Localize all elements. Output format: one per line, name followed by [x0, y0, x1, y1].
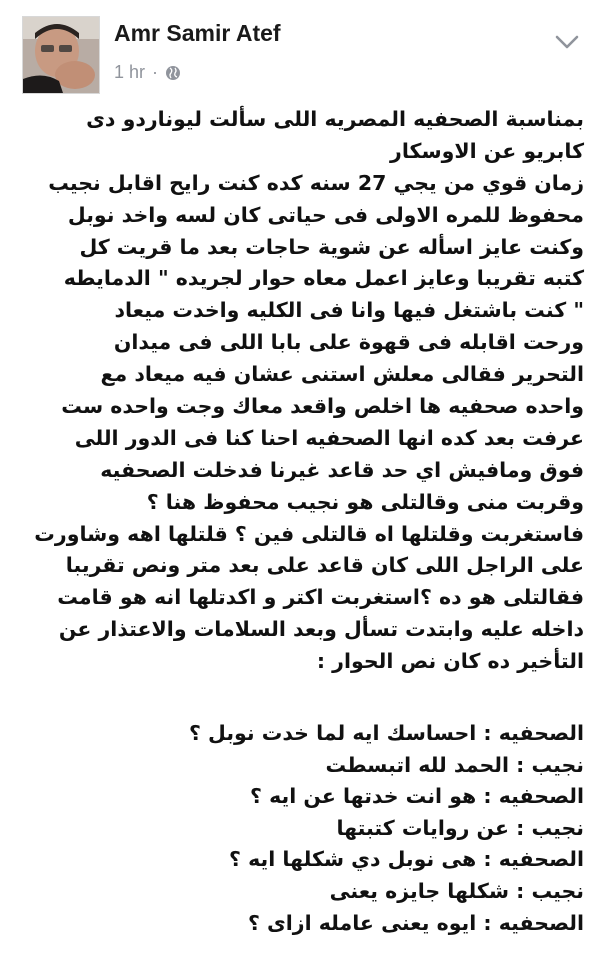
dialog-line: الصحفيه : هى نوبل دي شكلها ايه ؟ — [229, 847, 584, 872]
dialog-line: الصحفيه : ايوه يعنى عامله ازاى ؟ — [247, 910, 584, 935]
interview-dialog — [14, 718, 584, 939]
avatar[interactable] — [22, 16, 100, 94]
post-body — [14, 104, 584, 678]
post-line: على الراجل اللى كان قاعد على بعد متر ونص تقريبا — [65, 553, 584, 578]
post-line: وقربت منى وقالتلى هو نجيب محفوظ هنا ؟ — [146, 489, 584, 514]
dialog-line: نجيب : عن روايات كتبتها — [336, 815, 584, 840]
author-name[interactable]: Amr Samir Atef — [114, 20, 281, 46]
post-line: واحده صحفيه ها اخلص واقعد معاك وجت واحده ست — [61, 394, 584, 419]
meta-separator: · — [152, 62, 159, 82]
dialog-line: الصحفيه : احساسك ايه لما خدت نوبل ؟ — [189, 721, 584, 745]
dialog-line: نجيب : الحمد لله اتبسطت — [325, 752, 584, 777]
post-line: عرفت بعد كده انها الصحفيه احنا كنا فى الدور اللى — [74, 425, 584, 450]
post-line: فوق ومافيش اي حد قاعد غيرنا فدخلت الصحفيه — [100, 457, 584, 482]
globe-icon[interactable] — [165, 65, 181, 81]
post-line: كتبه تقريبا وعايز اعمل معاه حوار لجريده " الدمايطه — [63, 266, 584, 291]
post-line: بمناسبة الصحفيه المصريه اللى سألت ليوناردو دى — [86, 107, 584, 131]
post-line: كابريو عن الاوسكار — [390, 138, 584, 163]
post-header — [0, 0, 606, 100]
chevron-down-icon[interactable] — [554, 32, 580, 52]
post-line: وكنت عايز اسأله عن شوية حاجات بعد ما قريت كل — [79, 234, 584, 259]
profile-photo — [23, 17, 99, 93]
post-line: ورحت اقابله فى قهوة على بابا اللى فى ميدان — [113, 330, 584, 355]
timestamp[interactable]: 1 hr — [114, 62, 146, 82]
post-line: محفوظ للمره الاولى فى حياتى كان لسه واخد نوبل — [67, 202, 584, 227]
post-line: التأخير ده كان نص الحوار : — [316, 649, 584, 674]
post-line: التحرير فقالى معلش استنى عشان فيه ميعاد مع — [100, 362, 584, 387]
post-line: فقالتلى هو ده ؟استغربت اكتر و اكدتلها انه هو قامت — [57, 585, 584, 610]
post-line: " كنت باشتغل فيها وانا فى الكليه واخدت ميعاد — [114, 298, 584, 323]
post-line: فاستغربت وقلتلها اه قالتلى فين ؟ قلتلها اهه وشاورت — [34, 521, 584, 546]
post-meta — [114, 62, 181, 83]
dialog-line: الصحفيه : هو انت خدتها عن ايه ؟ — [250, 784, 584, 809]
post-line: داخله عليه وابتدت تسأل وبعد السلامات والاعتذار عن — [58, 617, 584, 642]
dialog-line: نجيب : شكلها جايزه يعنى — [329, 878, 584, 903]
post-line: زمان قوي من يجي 27 سنه كده كنت رايح اقابل نجيب — [48, 170, 584, 195]
